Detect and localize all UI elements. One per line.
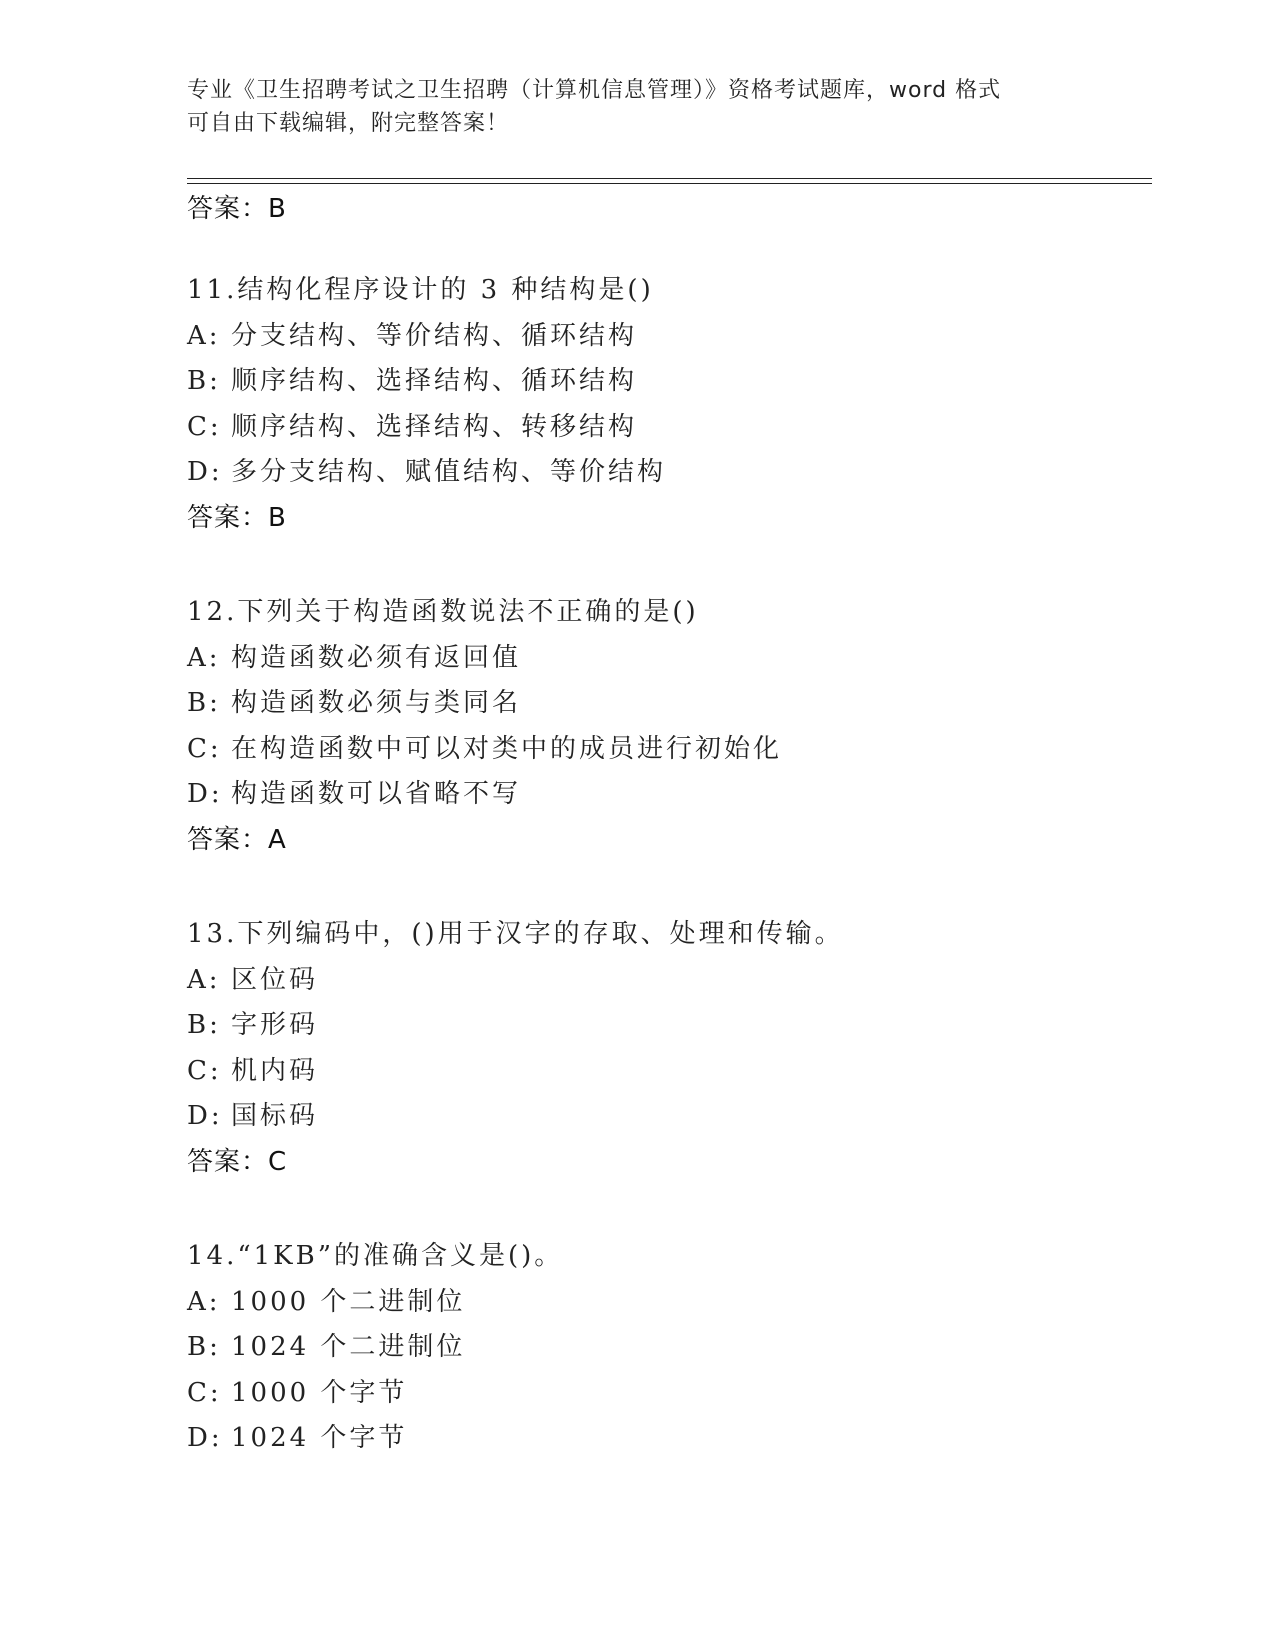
question-stem: 11.结构化程序设计的 3 种结构是(): [187, 275, 654, 305]
question-12: [187, 590, 1137, 864]
option-text: 1000 个字节: [231, 1377, 408, 1408]
option-letter: C:: [187, 733, 222, 764]
header-rule-top: [187, 178, 1152, 179]
option-letter: B:: [187, 688, 221, 719]
question-13: [187, 912, 1137, 1186]
answer-label: 答案：B: [187, 502, 287, 533]
option-c: [187, 405, 1137, 451]
option-letter: A:: [187, 964, 221, 995]
option-letter: A:: [187, 320, 221, 351]
question-11: [187, 268, 1137, 542]
option-letter: D:: [187, 457, 223, 488]
option-text: 构造函数必须与类同名: [231, 688, 522, 719]
option-letter: D:: [187, 1423, 223, 1454]
option-b: [187, 359, 1137, 405]
option-letter: C:: [187, 1055, 222, 1086]
option-text: 1024 个二进制位: [231, 1332, 466, 1363]
option-text: 构造函数可以省略不写: [231, 779, 522, 810]
option-text: 区位码: [231, 964, 319, 995]
option-text: 顺序结构、选择结构、循环结构: [231, 366, 638, 397]
option-text: 在构造函数中可以对类中的成员进行初始化: [231, 733, 783, 764]
option-d: [187, 772, 1137, 818]
option-d: [187, 1416, 1137, 1462]
option-text: 1000 个二进制位: [231, 1286, 466, 1317]
option-letter: B:: [187, 1332, 221, 1363]
option-letter: C:: [187, 1377, 222, 1408]
option-a: [187, 1280, 1137, 1326]
option-text: 顺序结构、选择结构、转移结构: [231, 411, 638, 442]
option-letter: B:: [187, 1010, 221, 1041]
previous-question-answer: 答案：B: [187, 194, 287, 224]
option-a: [187, 958, 1137, 1004]
option-d: [187, 450, 1137, 496]
option-text: 分支结构、等价结构、循环结构: [231, 320, 638, 351]
option-text: 多分支结构、赋值结构、等价结构: [231, 457, 667, 488]
option-text: 1024 个字节: [231, 1423, 408, 1454]
option-text: 国标码: [231, 1101, 319, 1132]
question-stem: 12.下列关于构造函数说法不正确的是(): [187, 597, 699, 627]
option-a: [187, 636, 1137, 682]
option-c: [187, 1371, 1137, 1417]
answer-label: 答案：C: [187, 1146, 288, 1177]
document-header: [187, 74, 1087, 140]
option-c: [187, 727, 1137, 773]
option-text: 构造函数必须有返回值: [231, 642, 522, 673]
option-a: [187, 314, 1137, 360]
header-rule-bottom: [187, 183, 1152, 184]
option-b: [187, 681, 1137, 727]
answer-label: 答案：A: [187, 824, 287, 855]
question-stem: 14.“1KB”的准确含义是()。: [187, 1241, 564, 1271]
option-letter: D:: [187, 779, 223, 810]
question-stem: 13.下列编码中，()用于汉字的存取、处理和传输。: [187, 919, 844, 949]
option-d: [187, 1094, 1137, 1140]
option-text: 机内码: [231, 1055, 319, 1086]
header-line-1: 专业《卫生招聘考试之卫生招聘（计算机信息管理）》资格考试题库，word 格式: [187, 78, 1002, 103]
option-b: [187, 1325, 1137, 1371]
option-b: [187, 1003, 1137, 1049]
header-line-2: 可自由下载编辑，附完整答案！: [187, 111, 510, 136]
option-text: 字形码: [231, 1010, 319, 1041]
option-letter: D:: [187, 1101, 223, 1132]
option-letter: A:: [187, 642, 221, 673]
option-letter: A:: [187, 1286, 221, 1317]
question-14: [187, 1234, 1137, 1462]
option-letter: B:: [187, 366, 221, 397]
option-letter: C:: [187, 411, 222, 442]
option-c: [187, 1049, 1137, 1095]
